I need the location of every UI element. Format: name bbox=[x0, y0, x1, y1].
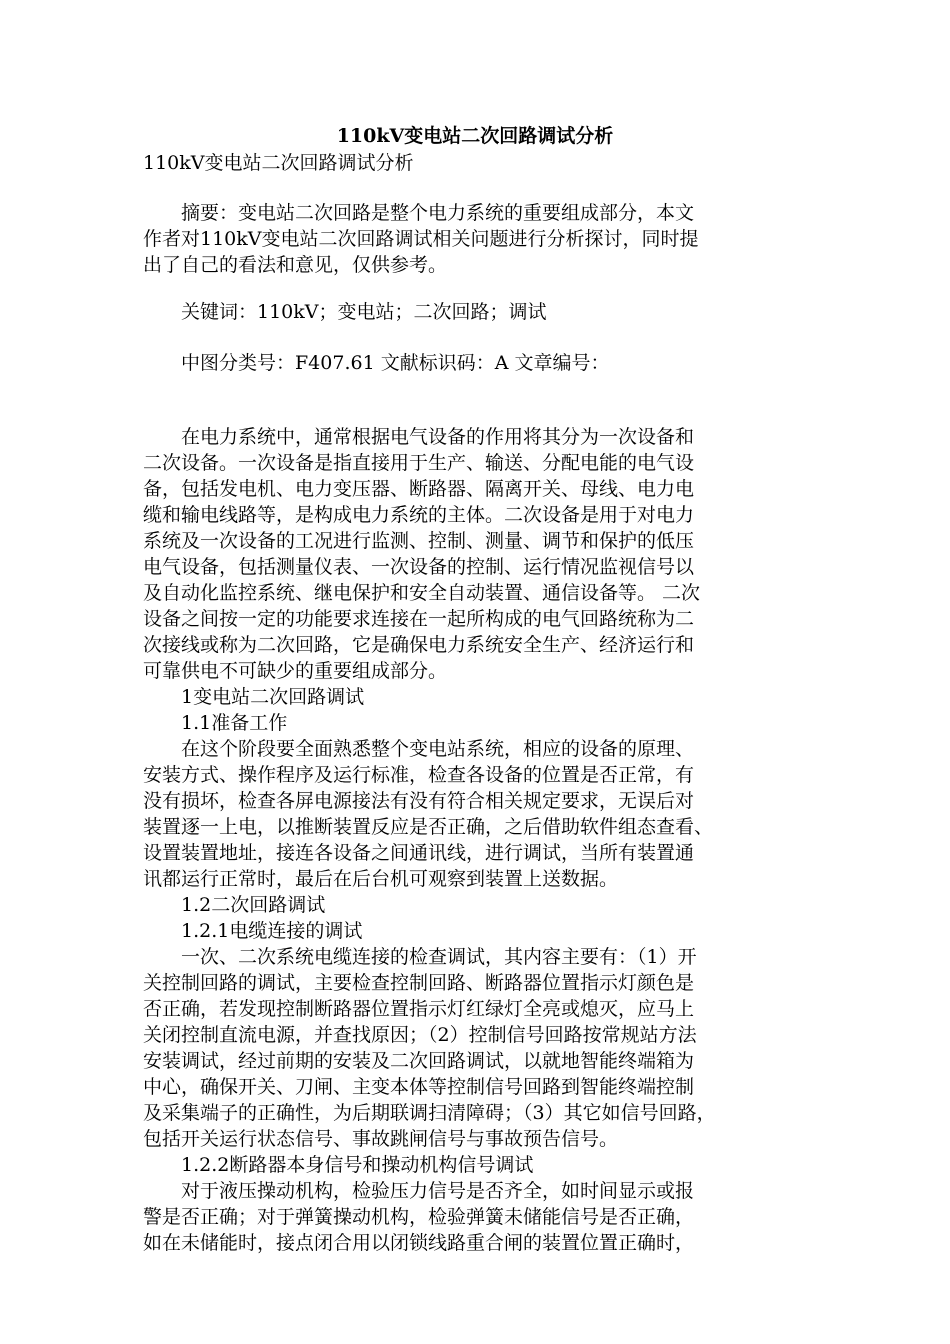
subtitle-line: 110kV变电站二次回路调试分析 bbox=[143, 152, 414, 174]
body-line: 没有损坏，检查各屏电源接法有没有符合相关规定要求，无误后对 bbox=[143, 790, 695, 812]
body-line: 关闭控制直流电源，并查找原因；（2）控制信号回路按常规站方法 bbox=[143, 1024, 697, 1046]
body-line: 一次、二次系统电缆连接的检查调试，其内容主要有：（1）开 bbox=[143, 946, 697, 968]
abstract-line: 作者对110kV变电站二次回路调试相关问题进行分析探讨，同时提 bbox=[143, 228, 699, 250]
classification-line: 中图分类号：F407.61 文献标识码：A 文章编号： bbox=[143, 352, 610, 374]
body-line: 及自动化监控系统、继电保护和安全自动装置、通信设备等。 二次 bbox=[143, 582, 701, 604]
body-line: 包括开关运行状态信号、事故跳闸信号与事故预告信号。 bbox=[143, 1128, 619, 1150]
body-line: 讯都运行正常时，最后在后台机可观察到装置上送数据。 bbox=[143, 868, 619, 890]
abstract-line: 出了自己的看法和意见，仅供参考。 bbox=[143, 254, 448, 276]
section-heading: 1变电站二次回路调试 bbox=[143, 686, 365, 708]
body-line: 装置逐一上电，以推断装置反应是否正确，之后借助软件组态查看、 bbox=[143, 816, 714, 838]
body-line: 中心，确保开关、刀闸、主变本体等控制信号回路到智能终端控制 bbox=[143, 1076, 695, 1098]
body-line: 缆和输电线路等，是构成电力系统的主体。二次设备是用于对电力 bbox=[143, 504, 695, 526]
subsection-heading: 1.2二次回路调试 bbox=[143, 894, 326, 916]
body-line: 在电力系统中，通常根据电气设备的作用将其分为一次设备和 bbox=[143, 426, 695, 448]
body-line: 对于液压操动机构，检验压力信号是否齐全，如时间显示或报 bbox=[143, 1180, 695, 1202]
body-line: 备，包括发电机、电力变压器、断路器、隔离开关、母线、电力电 bbox=[143, 478, 695, 500]
subsection-heading: 1.1准备工作 bbox=[143, 712, 288, 734]
abstract-line: 摘要：变电站二次回路是整个电力系统的重要组成部分，本文 bbox=[143, 202, 695, 224]
subsection-heading: 1.2.1电缆连接的调试 bbox=[143, 920, 363, 942]
body-line: 安装方式、操作程序及运行标准，检查各设备的位置是否正常，有 bbox=[143, 764, 695, 786]
body-line: 否正确，若发现控制断路器位置指示灯红绿灯全亮或熄灭，应马上 bbox=[143, 998, 695, 1020]
body-line: 二次设备。一次设备是指直接用于生产、输送、分配电能的电气设 bbox=[143, 452, 695, 474]
body-line: 警是否正确；对于弹簧操动机构，检验弹簧未储能信号是否正确， bbox=[143, 1206, 695, 1228]
document-title: 110kV变电站二次回路调试分析 bbox=[336, 125, 614, 147]
body-line: 可靠供电不可缺少的重要组成部分。 bbox=[143, 660, 448, 682]
body-line: 次接线或称为二次回路，它是确保电力系统安全生产、经济运行和 bbox=[143, 634, 695, 656]
subsection-heading: 1.2.2断路器本身信号和操动机构信号调试 bbox=[143, 1154, 534, 1176]
body-line: 安装调试，经过前期的安装及二次回路调试，以就地智能终端箱为 bbox=[143, 1050, 695, 1072]
body-line: 系统及一次设备的工况进行监测、控制、测量、调节和保护的低压 bbox=[143, 530, 695, 552]
body-line: 在这个阶段要全面熟悉整个变电站系统，相应的设备的原理、 bbox=[143, 738, 695, 760]
body-line: 及采集端子的正确性，为后期联调扫清障碍；（3）其它如信号回路， bbox=[143, 1102, 716, 1124]
body-line: 设置装置地址，接连各设备之间通讯线，进行调试，当所有装置通 bbox=[143, 842, 695, 864]
body-line: 关控制回路的调试，主要检查控制回路、断路器位置指示灯颜色是 bbox=[143, 972, 695, 994]
body-line: 如在未储能时，接点闭合用以闭锁线路重合闸的装置位置正确时， bbox=[143, 1232, 695, 1254]
body-line: 电气设备，包括测量仪表、一次设备的控制、运行情况监视信号以 bbox=[143, 556, 695, 578]
body-line: 设备之间按一定的功能要求连接在一起所构成的电气回路统称为二 bbox=[143, 608, 695, 630]
keywords-line: 关键词：110kV；变电站；二次回路；调试 bbox=[143, 301, 547, 323]
